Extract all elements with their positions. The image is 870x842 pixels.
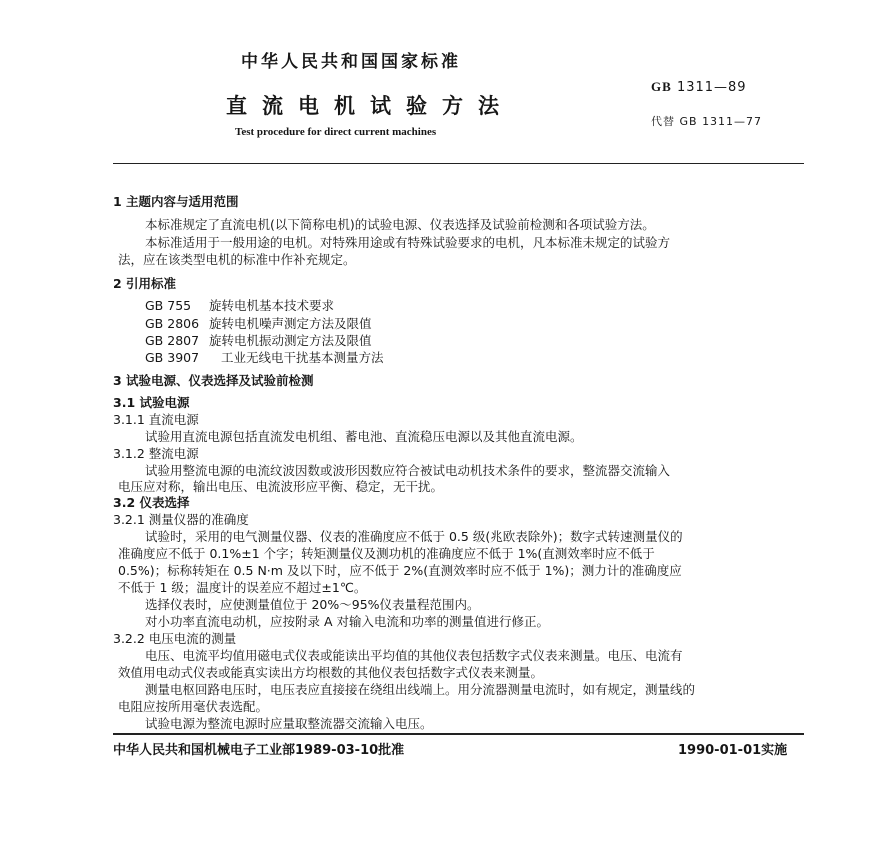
section-3-2-1-para-line-1: 试验时，采用的电气测量仪器、仪表的准确度应不低于 0.5 级(兆欧表除外)；数字式转速测量仪的 bbox=[145, 529, 683, 544]
section-3-2-2-para-line-1: 电压、电流平均值用磁电式仪表或能读出平均值的其他仪表包括数字式仪表来测量。电压、电流有 bbox=[145, 648, 683, 663]
section-3-2-2-para-line-3: 测量电枢回路电压时，电压表应直接接在绕组出线端上。用分流器测量电流时，如有规定，测量线的 bbox=[145, 682, 696, 697]
reference-title: 旋转电机振动测定方法及限值 bbox=[209, 333, 372, 348]
section-3-2-2-heading: 3.2.2 电压电流的测量 bbox=[113, 631, 237, 646]
reference-title: 旋转电机噪声测定方法及限值 bbox=[209, 316, 372, 331]
section-3-2-heading: 3.2 仪表选择 bbox=[113, 495, 190, 510]
section-3-2-1-para-line-2: 准确度应不低于 0.1%±1 个字；转矩测量仪及测功机的准确度应不低于 1%(直测效率时应不低于 bbox=[118, 546, 655, 561]
reference-item bbox=[145, 296, 334, 314]
reference-title: 旋转电机基本技术要求 bbox=[209, 298, 335, 313]
section-1-para-2-line-2: 法，应在该类型电机的标准中作补充规定。 bbox=[118, 252, 356, 267]
standard-code-prefix: GB bbox=[651, 79, 672, 94]
reference-code: GB 2806 bbox=[145, 316, 200, 331]
section-3-1-1-heading: 3.1.1 直流电源 bbox=[113, 412, 199, 427]
reference-code: GB 755 bbox=[145, 298, 192, 313]
section-3-2-1-para-6: 对小功率直流电动机，应按附录 A 对输入电流和功率的测量值进行修正。 bbox=[145, 614, 549, 629]
section-3-heading: 3 试验电源、仪表选择及试验前检测 bbox=[113, 373, 314, 388]
section-3-1-2-para-line-2: 电压应对称，输出电压、电流波形应平衡、稳定，无干扰。 bbox=[118, 479, 444, 494]
issuing-org: 中华人民共和国国家标准 bbox=[241, 52, 461, 72]
approval-note: 中华人民共和国机械电子工业部1989-03-10批准 bbox=[113, 743, 405, 758]
standard-code bbox=[651, 79, 747, 95]
reference-item bbox=[145, 331, 372, 349]
section-3-1-2-heading: 3.1.2 整流电源 bbox=[113, 446, 199, 461]
document-title-english: Test procedure for direct current machines bbox=[235, 126, 437, 138]
section-1-para-2-line-1: 本标准适用于一般用途的电机。对特殊用途或有特殊试验要求的电机，凡本标准未规定的试验方 bbox=[145, 235, 671, 250]
standard-code-number: 1311—89 bbox=[676, 80, 747, 95]
header-divider bbox=[113, 163, 804, 164]
section-3-2-2-para-line-2: 效值用电动式仪表或能真实读出方均根数的其他仪表包括数字式仪表来测量。 bbox=[118, 665, 544, 680]
reference-code: GB 2807 bbox=[145, 333, 200, 348]
section-3-2-1-para-line-3: 0.5%)；标称转矩在 0.5 N·m 及以下时，应不低于 2%(直测效率时应不低于 1%)；测力计的准确度应 bbox=[118, 563, 682, 578]
document-title: 直流电机试验方法 bbox=[226, 94, 514, 118]
section-3-2-2-para-5: 试验电源为整流电源时应量取整流器交流输入电压。 bbox=[145, 716, 433, 731]
section-3-2-2-para-line-4: 电阻应按所用毫伏表选配。 bbox=[118, 699, 269, 714]
effective-date: 1990-01-01实施 bbox=[678, 743, 788, 758]
section-3-1-heading: 3.1 试验电源 bbox=[113, 395, 190, 410]
replaces-note: 代替 GB 1311—77 bbox=[651, 115, 763, 128]
section-1-para-1: 本标准规定了直流电机(以下简称电机)的试验电源、仪表选择及试验前检测和各项试验方法。 bbox=[145, 217, 655, 232]
reference-item bbox=[145, 348, 384, 366]
section-3-2-1-para-line-4: 不低于 1 级；温度计的误差应不超过±1℃。 bbox=[118, 580, 367, 595]
section-1-heading: 1 主题内容与适用范围 bbox=[113, 194, 239, 209]
footer-divider bbox=[113, 733, 804, 735]
section-3-1-2-para-line-1: 试验用整流电源的电流纹波因数或波形因数应符合被试电动机技术条件的要求，整流器交流输入 bbox=[145, 463, 671, 478]
section-2-heading: 2 引用标准 bbox=[113, 276, 177, 291]
section-3-2-1-heading: 3.2.1 测量仪器的准确度 bbox=[113, 512, 249, 527]
reference-code: GB 3907 bbox=[145, 350, 200, 365]
section-3-1-1-para: 试验用直流电源包括直流发电机组、蓄电池、直流稳压电源以及其他直流电源。 bbox=[145, 429, 583, 444]
reference-title: 工业无线电干扰基本测量方法 bbox=[221, 350, 384, 365]
section-3-2-1-para-5: 选择仪表时，应使测量值位于 20%～95%仪表量程范围内。 bbox=[145, 597, 480, 612]
reference-item bbox=[145, 314, 372, 332]
